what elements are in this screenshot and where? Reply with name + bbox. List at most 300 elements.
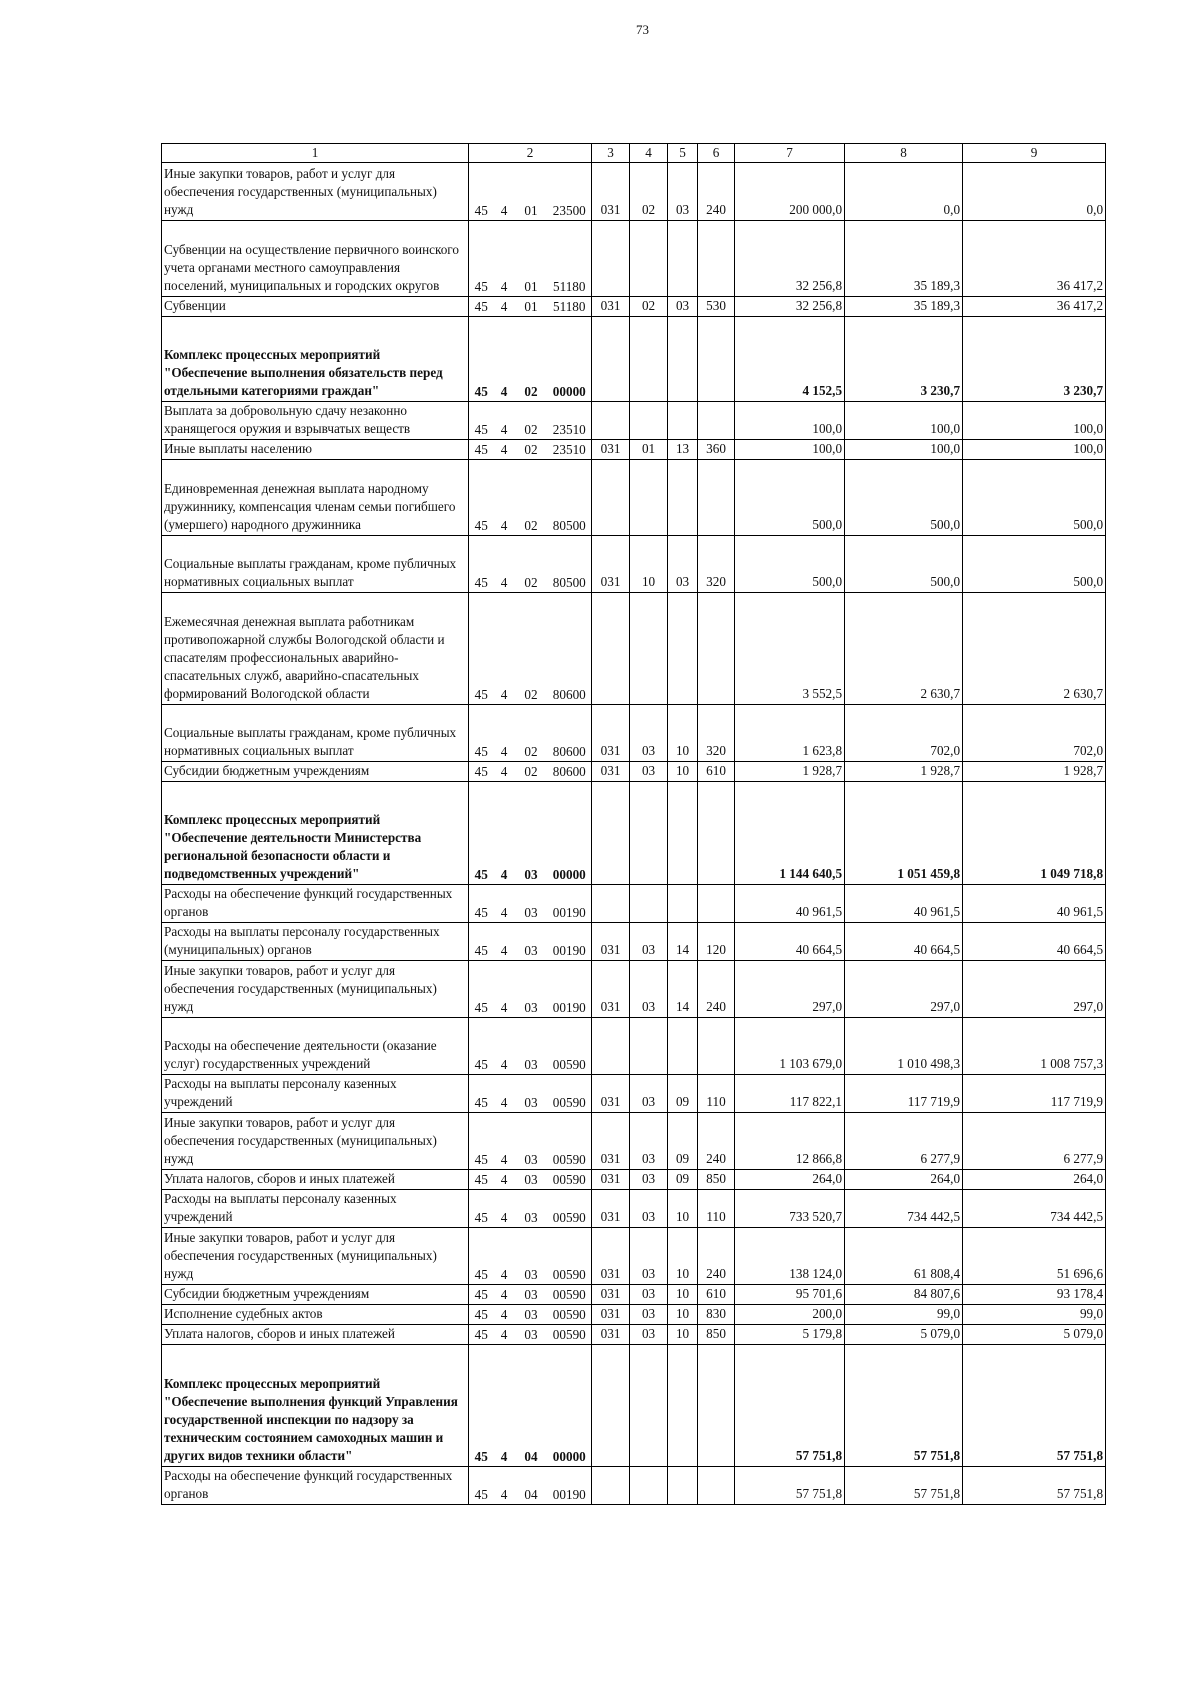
amount-col9: 734 442,5	[963, 1190, 1106, 1228]
subsection-code: 14	[668, 923, 698, 961]
amount-col8: 500,0	[845, 536, 963, 593]
table-row	[162, 1467, 1106, 1505]
amount-col8: 117 719,9	[845, 1075, 963, 1113]
amount-col7: 200 000,0	[735, 163, 845, 221]
row-name: Субвенции на осуществление первичного воинского учета органами местного самоуправления поселений, муниципальных и городских округов	[162, 221, 469, 297]
code-direction: 00590	[548, 1325, 592, 1345]
amount-col7: 500,0	[735, 460, 845, 536]
amount-col7: 5 179,8	[735, 1325, 845, 1345]
table-row	[162, 961, 1106, 1018]
code-direction: 23510	[548, 440, 592, 460]
expense-type-code: 530	[698, 297, 735, 317]
code-type: 4	[494, 705, 515, 762]
amount-col8: 35 189,3	[845, 297, 963, 317]
row-name: Субсидии бюджетным учреждениям	[162, 762, 469, 782]
expense-type-code: 110	[698, 1075, 735, 1113]
row-name: Субсидии бюджетным учреждениям	[162, 1285, 469, 1305]
subsection-code: 09	[668, 1113, 698, 1170]
grbs-code: 031	[592, 1170, 630, 1190]
table-row	[162, 705, 1106, 762]
subsection-code	[668, 782, 698, 885]
grbs-code: 031	[592, 923, 630, 961]
table-row	[162, 1170, 1106, 1190]
code-direction: 00000	[548, 782, 592, 885]
subsection-code	[668, 221, 698, 297]
table-row	[162, 923, 1106, 961]
amount-col8: 297,0	[845, 961, 963, 1018]
code-program: 45	[469, 885, 494, 923]
row-name: Социальные выплаты гражданам, кроме публичных нормативных социальных выплат	[162, 536, 469, 593]
amount-col9: 2 630,7	[963, 593, 1106, 705]
code-program: 45	[469, 1345, 494, 1467]
amount-col7: 12 866,8	[735, 1113, 845, 1170]
code-direction: 00190	[548, 961, 592, 1018]
header-cell-2: 2	[469, 144, 592, 163]
code-program: 45	[469, 1325, 494, 1345]
subsection-code	[668, 1467, 698, 1505]
grbs-code	[592, 885, 630, 923]
subsection-code: 13	[668, 440, 698, 460]
amount-col7: 733 520,7	[735, 1190, 845, 1228]
row-name: Расходы на выплаты персоналу казенных учреждений	[162, 1190, 469, 1228]
section-code: 01	[630, 440, 668, 460]
amount-col7: 40 664,5	[735, 923, 845, 961]
section-code: 03	[630, 762, 668, 782]
amount-col9: 264,0	[963, 1170, 1106, 1190]
table-row	[162, 1018, 1106, 1075]
amount-col8: 40 961,5	[845, 885, 963, 923]
code-program: 45	[469, 1228, 494, 1285]
table-row	[162, 440, 1106, 460]
code-direction: 80600	[548, 593, 592, 705]
expense-type-code: 240	[698, 1228, 735, 1285]
amount-col8: 1 928,7	[845, 762, 963, 782]
amount-col7: 100,0	[735, 440, 845, 460]
code-type: 4	[494, 163, 515, 221]
subsection-code: 03	[668, 297, 698, 317]
code-direction: 80600	[548, 705, 592, 762]
header-cell-5: 5	[668, 144, 698, 163]
expense-type-code	[698, 1018, 735, 1075]
amount-col8: 1 010 498,3	[845, 1018, 963, 1075]
header-cell-9: 9	[963, 144, 1106, 163]
section-code: 10	[630, 536, 668, 593]
grbs-code	[592, 402, 630, 440]
amount-col8: 100,0	[845, 402, 963, 440]
table-row	[162, 221, 1106, 297]
section-code	[630, 317, 668, 402]
table-row	[162, 297, 1106, 317]
code-program: 45	[469, 221, 494, 297]
amount-col8: 84 807,6	[845, 1285, 963, 1305]
code-direction: 00590	[548, 1113, 592, 1170]
code-type: 4	[494, 593, 515, 705]
expense-type-code: 320	[698, 536, 735, 593]
code-type: 4	[494, 536, 515, 593]
section-code: 03	[630, 1190, 668, 1228]
grbs-code: 031	[592, 1228, 630, 1285]
expense-type-code	[698, 885, 735, 923]
grbs-code: 031	[592, 536, 630, 593]
subsection-code: 10	[668, 1228, 698, 1285]
header-cell-3: 3	[592, 144, 630, 163]
code-program: 45	[469, 762, 494, 782]
code-type: 4	[494, 297, 515, 317]
code-program: 45	[469, 782, 494, 885]
grbs-code: 031	[592, 1305, 630, 1325]
code-program: 45	[469, 1285, 494, 1305]
code-type: 4	[494, 1018, 515, 1075]
row-name: Иные закупки товаров, работ и услуг для обеспечения государственных (муниципальных) нужд	[162, 163, 469, 221]
subsection-code	[668, 402, 698, 440]
expense-type-code	[698, 593, 735, 705]
subsection-code	[668, 1018, 698, 1075]
expense-type-code: 850	[698, 1170, 735, 1190]
grbs-code	[592, 317, 630, 402]
grbs-code	[592, 460, 630, 536]
code-program: 45	[469, 163, 494, 221]
amount-col7: 1 144 640,5	[735, 782, 845, 885]
expense-type-code	[698, 402, 735, 440]
row-name: Комплекс процессных мероприятий "Обеспечение деятельности Министерства региональной безопасности области и подведомственных учреждений"	[162, 782, 469, 885]
amount-col7: 57 751,8	[735, 1345, 845, 1467]
amount-col7: 100,0	[735, 402, 845, 440]
subsection-code	[668, 1345, 698, 1467]
code-subprogram: 03	[515, 782, 548, 885]
section-code: 03	[630, 1228, 668, 1285]
amount-col9: 5 079,0	[963, 1325, 1106, 1345]
amount-col9: 40 961,5	[963, 885, 1106, 923]
section-code: 03	[630, 1075, 668, 1113]
subsection-code	[668, 460, 698, 536]
table-row	[162, 762, 1106, 782]
code-subprogram: 03	[515, 1305, 548, 1325]
code-subprogram: 04	[515, 1467, 548, 1505]
amount-col7: 95 701,6	[735, 1285, 845, 1305]
subsection-code	[668, 885, 698, 923]
code-direction: 51180	[548, 221, 592, 297]
amount-col8: 264,0	[845, 1170, 963, 1190]
table-row	[162, 1285, 1106, 1305]
section-code	[630, 782, 668, 885]
grbs-code: 031	[592, 297, 630, 317]
section-code	[630, 221, 668, 297]
header-cell-1: 1	[162, 144, 469, 163]
section-code	[630, 1018, 668, 1075]
table-row	[162, 460, 1106, 536]
code-direction: 23510	[548, 402, 592, 440]
code-type: 4	[494, 1467, 515, 1505]
expense-type-code: 240	[698, 163, 735, 221]
subsection-code	[668, 593, 698, 705]
code-subprogram: 03	[515, 1325, 548, 1345]
section-code: 03	[630, 1285, 668, 1305]
amount-col7: 40 961,5	[735, 885, 845, 923]
section-code: 03	[630, 1113, 668, 1170]
amount-col9: 1 049 718,8	[963, 782, 1106, 885]
subsection-code: 09	[668, 1075, 698, 1113]
amount-col8: 734 442,5	[845, 1190, 963, 1228]
amount-col7: 200,0	[735, 1305, 845, 1325]
row-name: Уплата налогов, сборов и иных платежей	[162, 1325, 469, 1345]
code-program: 45	[469, 460, 494, 536]
amount-col8: 100,0	[845, 440, 963, 460]
subsection-code: 10	[668, 762, 698, 782]
amount-col9: 1 928,7	[963, 762, 1106, 782]
code-direction: 00590	[548, 1305, 592, 1325]
code-subprogram: 02	[515, 440, 548, 460]
expense-type-code	[698, 782, 735, 885]
code-program: 45	[469, 317, 494, 402]
table-row	[162, 1190, 1106, 1228]
grbs-code: 031	[592, 1325, 630, 1345]
expense-type-code: 240	[698, 961, 735, 1018]
code-subprogram: 03	[515, 1113, 548, 1170]
code-subprogram: 02	[515, 460, 548, 536]
code-subprogram: 03	[515, 961, 548, 1018]
code-type: 4	[494, 782, 515, 885]
row-name: Исполнение судебных актов	[162, 1305, 469, 1325]
code-type: 4	[494, 1113, 515, 1170]
row-name: Расходы на выплаты персоналу казенных учреждений	[162, 1075, 469, 1113]
amount-col8: 61 808,4	[845, 1228, 963, 1285]
row-name: Комплекс процессных мероприятий "Обеспечение выполнения функций Управления государственной инспекции по надзору за техническим состоянием самоходных машин и других видов техники области"	[162, 1345, 469, 1467]
code-direction: 00590	[548, 1018, 592, 1075]
code-subprogram: 02	[515, 317, 548, 402]
code-direction: 00190	[548, 1467, 592, 1505]
amount-col8: 1 051 459,8	[845, 782, 963, 885]
header-cell-8: 8	[845, 144, 963, 163]
page-number: 73	[636, 22, 649, 37]
code-subprogram: 01	[515, 297, 548, 317]
grbs-code: 031	[592, 163, 630, 221]
amount-col9: 702,0	[963, 705, 1106, 762]
grbs-code	[592, 221, 630, 297]
code-program: 45	[469, 1305, 494, 1325]
expense-type-code	[698, 1345, 735, 1467]
amount-col8: 5 079,0	[845, 1325, 963, 1345]
expense-type-code	[698, 221, 735, 297]
row-name: Расходы на выплаты персоналу государственных (муниципальных) органов	[162, 923, 469, 961]
table-row	[162, 1228, 1106, 1285]
code-program: 45	[469, 961, 494, 1018]
expense-type-code: 830	[698, 1305, 735, 1325]
amount-col9: 117 719,9	[963, 1075, 1106, 1113]
code-program: 45	[469, 593, 494, 705]
code-program: 45	[469, 297, 494, 317]
code-type: 4	[494, 460, 515, 536]
amount-col8: 40 664,5	[845, 923, 963, 961]
code-type: 4	[494, 885, 515, 923]
grbs-code: 031	[592, 1190, 630, 1228]
table-row	[162, 593, 1106, 705]
grbs-code: 031	[592, 440, 630, 460]
code-type: 4	[494, 1190, 515, 1228]
amount-col9: 99,0	[963, 1305, 1106, 1325]
subsection-code: 10	[668, 1190, 698, 1228]
section-code	[630, 1345, 668, 1467]
table-header-row	[162, 144, 1106, 163]
section-code	[630, 1467, 668, 1505]
section-code	[630, 460, 668, 536]
code-program: 45	[469, 402, 494, 440]
code-type: 4	[494, 762, 515, 782]
code-program: 45	[469, 1018, 494, 1075]
code-direction: 00190	[548, 885, 592, 923]
code-subprogram: 03	[515, 885, 548, 923]
amount-col9: 3 230,7	[963, 317, 1106, 402]
row-name: Социальные выплаты гражданам, кроме публичных нормативных социальных выплат	[162, 705, 469, 762]
subsection-code: 09	[668, 1170, 698, 1190]
expense-type-code: 360	[698, 440, 735, 460]
grbs-code: 031	[592, 961, 630, 1018]
code-subprogram: 02	[515, 762, 548, 782]
row-name: Субвенции	[162, 297, 469, 317]
section-code: 03	[630, 705, 668, 762]
code-type: 4	[494, 221, 515, 297]
amount-col9: 36 417,2	[963, 297, 1106, 317]
section-code: 03	[630, 961, 668, 1018]
code-direction: 51180	[548, 297, 592, 317]
code-program: 45	[469, 1190, 494, 1228]
amount-col8: 6 277,9	[845, 1113, 963, 1170]
code-subprogram: 03	[515, 923, 548, 961]
table-row	[162, 1305, 1106, 1325]
code-type: 4	[494, 317, 515, 402]
code-direction: 80500	[548, 536, 592, 593]
code-program: 45	[469, 1113, 494, 1170]
code-direction: 00000	[548, 1345, 592, 1467]
table-row	[162, 1113, 1106, 1170]
expense-type-code: 610	[698, 1285, 735, 1305]
amount-col9: 500,0	[963, 460, 1106, 536]
header-cell-4: 4	[630, 144, 668, 163]
code-subprogram: 03	[515, 1170, 548, 1190]
row-name: Иные закупки товаров, работ и услуг для обеспечения государственных (муниципальных) нужд	[162, 1113, 469, 1170]
code-direction: 00590	[548, 1228, 592, 1285]
expense-type-code	[698, 317, 735, 402]
code-type: 4	[494, 440, 515, 460]
amount-col8: 702,0	[845, 705, 963, 762]
table-row	[162, 885, 1106, 923]
amount-col7: 3 552,5	[735, 593, 845, 705]
code-type: 4	[494, 1345, 515, 1467]
amount-col7: 117 822,1	[735, 1075, 845, 1113]
expense-type-code	[698, 460, 735, 536]
code-subprogram: 03	[515, 1075, 548, 1113]
code-subprogram: 03	[515, 1018, 548, 1075]
code-direction: 80600	[548, 762, 592, 782]
subsection-code: 03	[668, 536, 698, 593]
code-program: 45	[469, 1170, 494, 1190]
amount-col9: 100,0	[963, 402, 1106, 440]
header-cell-6: 6	[698, 144, 735, 163]
amount-col9: 51 696,6	[963, 1228, 1106, 1285]
code-type: 4	[494, 1285, 515, 1305]
code-subprogram: 03	[515, 1228, 548, 1285]
row-name: Иные выплаты населению	[162, 440, 469, 460]
row-name: Расходы на обеспечение деятельности (оказание услуг) государственных учреждений	[162, 1018, 469, 1075]
code-type: 4	[494, 1170, 515, 1190]
code-subprogram: 02	[515, 402, 548, 440]
section-code	[630, 885, 668, 923]
amount-col7: 4 152,5	[735, 317, 845, 402]
code-subprogram: 04	[515, 1345, 548, 1467]
code-direction: 00590	[548, 1190, 592, 1228]
expense-type-code: 120	[698, 923, 735, 961]
table-row	[162, 1075, 1106, 1113]
grbs-code: 031	[592, 1075, 630, 1113]
table-row	[162, 1325, 1106, 1345]
section-code: 02	[630, 297, 668, 317]
subsection-code: 10	[668, 1305, 698, 1325]
expense-type-code: 240	[698, 1113, 735, 1170]
section-code	[630, 593, 668, 705]
amount-col8: 57 751,8	[845, 1467, 963, 1505]
amount-col9: 40 664,5	[963, 923, 1106, 961]
amount-col7: 500,0	[735, 536, 845, 593]
code-type: 4	[494, 923, 515, 961]
grbs-code	[592, 593, 630, 705]
subsection-code: 03	[668, 163, 698, 221]
row-name: Расходы на обеспечение функций государственных органов	[162, 885, 469, 923]
grbs-code: 031	[592, 762, 630, 782]
amount-col9: 0,0	[963, 163, 1106, 221]
amount-col7: 32 256,8	[735, 297, 845, 317]
amount-col7: 138 124,0	[735, 1228, 845, 1285]
amount-col8: 35 189,3	[845, 221, 963, 297]
amount-col8: 99,0	[845, 1305, 963, 1325]
expense-type-code: 850	[698, 1325, 735, 1345]
grbs-code	[592, 1018, 630, 1075]
amount-col8: 2 630,7	[845, 593, 963, 705]
expense-type-code: 610	[698, 762, 735, 782]
code-subprogram: 02	[515, 536, 548, 593]
amount-col7: 1 103 679,0	[735, 1018, 845, 1075]
section-code: 03	[630, 923, 668, 961]
code-program: 45	[469, 1467, 494, 1505]
row-name: Комплекс процессных мероприятий "Обеспечение выполнения обязательств перед отдельными категориями граждан"	[162, 317, 469, 402]
code-subprogram: 03	[515, 1285, 548, 1305]
code-type: 4	[494, 1228, 515, 1285]
code-program: 45	[469, 1075, 494, 1113]
code-direction: 00590	[548, 1075, 592, 1113]
amount-col8: 0,0	[845, 163, 963, 221]
row-name: Иные закупки товаров, работ и услуг для обеспечения государственных (муниципальных) нужд	[162, 961, 469, 1018]
amount-col9: 57 751,8	[963, 1345, 1106, 1467]
amount-col9: 297,0	[963, 961, 1106, 1018]
subsection-code: 10	[668, 1325, 698, 1345]
code-subprogram: 02	[515, 593, 548, 705]
code-direction: 23500	[548, 163, 592, 221]
subsection-code	[668, 317, 698, 402]
row-name: Выплата за добровольную сдачу незаконно хранящегося оружия и взрывчатых веществ	[162, 402, 469, 440]
code-direction: 00590	[548, 1170, 592, 1190]
section-code: 03	[630, 1170, 668, 1190]
code-direction: 00590	[548, 1285, 592, 1305]
code-type: 4	[494, 1325, 515, 1345]
grbs-code	[592, 1345, 630, 1467]
code-subprogram: 03	[515, 1190, 548, 1228]
row-name: Иные закупки товаров, работ и услуг для обеспечения государственных (муниципальных) нужд	[162, 1228, 469, 1285]
amount-col7: 1 623,8	[735, 705, 845, 762]
amount-col9: 57 751,8	[963, 1467, 1106, 1505]
table-row	[162, 782, 1106, 885]
code-program: 45	[469, 705, 494, 762]
table-row	[162, 536, 1106, 593]
amount-col9: 500,0	[963, 536, 1106, 593]
code-direction: 80500	[548, 460, 592, 536]
